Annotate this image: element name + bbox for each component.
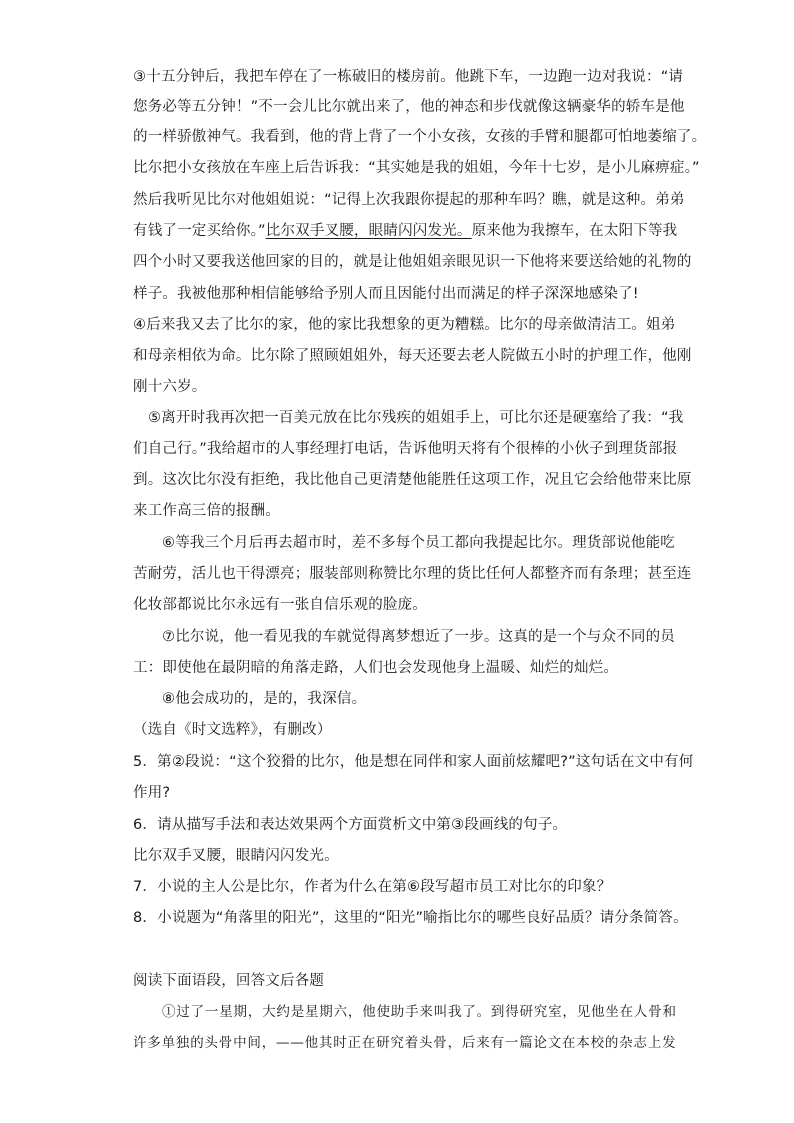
paragraph-3-line-6	[133, 221, 677, 241]
paragraph-3-line-8: 样子。我被他那种相信能够给予别人而且因能付出而满足的样子深深地感染了!	[133, 286, 639, 302]
paragraph-5-line-4: 来工作高三倍的报酬。	[133, 503, 280, 519]
paragraph-7-line-2: 工：即使他在最阴暗的角落走路，人们也会发现他身上温暖、灿烂的灿烂。	[133, 660, 619, 676]
paragraph-4-line-2: 和母亲相依为命。比尔除了照顾姐姐外，每天还要去老人院做五小时的护理工作，他刚	[133, 348, 692, 364]
paragraph-5-line-2: 们自己行。”我给超市的人事经理打电话，告诉他明天将有个很棒的小伙子到理货部报	[133, 441, 678, 457]
next-passage-line-2: 许多单独的头骨中间，——他其时正在研究着头骨，后来有一篇论文在本校的杂志上发	[133, 1035, 677, 1051]
next-passage-line-1: ①过了一星期，大约是星期六，他使助手来叫我了。到得研究室，见他坐在人骨和	[162, 1004, 677, 1020]
paragraph-3-line-3: 的一样骄傲神气。我看到，他的背上背了一个小女孩，女孩的手臂和腿都可怕地萎缩了。	[133, 129, 707, 145]
paragraph-6-line-3: 化妆部都说比尔永远有一张自信乐观的脸庞。	[133, 597, 427, 613]
paragraph-3-line-5: 然后我听见比尔对他姐姐说：“记得上次我跟你提起的那种车吗？瞧，就是这种。弟弟	[133, 192, 685, 208]
paragraph-3-line-2: 您务必等五分钟！”不一会儿比尔就出来了，他的神态和步伐就像这辆豪华的轿车是他	[133, 99, 685, 115]
source-note: （选自《时文选粹》，有删改）	[133, 722, 332, 738]
paragraph-3-line-7: 四个小时又要我送他回家的目的，就是让他姐姐亲眼见识一下他将来要送给她的礼物的	[133, 254, 692, 270]
section-heading: 阅读下面语段，回答文后各题	[133, 973, 325, 989]
line-6-text-before: 有钱了一定买给你。”	[133, 223, 266, 239]
question-6: 6．请从描写手法和表达效果两个方面赏析文中第③段画线的句子。	[133, 817, 568, 833]
paragraph-5-line-1: ⑤离开时我再次把一百美元放在比尔残疾的姐姐手上，可比尔还是硬塞给了我：“我	[148, 410, 684, 426]
paragraph-4-line-1: ④后来我又去了比尔的家，他的家比我想象的更为糟糕。比尔的母亲做清洁工。姐弟	[133, 317, 676, 333]
question-6-quote: 比尔双手叉腰，眼睛闪闪发光。	[133, 848, 339, 864]
paragraph-7-line-1: ⑦比尔说，他一看见我的车就觉得离梦想近了一步。这真的是一个与众不同的员	[162, 629, 675, 645]
paragraph-4-line-3: 刚十六岁。	[133, 379, 207, 395]
paragraph-5-line-3: 到。这次比尔没有拒绝，我比他自己更清楚他能胜任这项工作，况且它会给他带来比原	[133, 472, 692, 488]
paragraph-6-line-1: ⑥等我三个月后再去超市时，差不多每个员工都向我提起比尔。理货部说他能吃	[162, 535, 675, 551]
paragraph-3-line-4: 比尔把小女孩放在车座上后告诉我：“其实她是我的姐姐，今年十七岁，是小儿麻痹症。”	[133, 160, 700, 176]
paragraph-6-line-2: 苦耐劳，活儿也干得漂亮；服装部则称赞比尔理的货比任何人都整齐而有条理；甚至连	[133, 566, 692, 582]
line-6-text-after: 原来他为我擦车，在太阳下等我	[471, 223, 678, 239]
question-8: 8．小说题为“角落里的阳光”，这里的“阳光”喻指比尔的哪些良好品质？请分条简答。	[133, 910, 688, 926]
question-5-line-2: 作用?	[133, 785, 171, 801]
paragraph-3-line-1: ③十五分钟后，我把车停在了一栋破旧的楼房前。他跳下车，一边跑一边对我说：“请	[133, 69, 684, 85]
paragraph-8: ⑧他会成功的，是的，我深信。	[162, 691, 367, 707]
underlined-sentence: 比尔双手叉腰，眼睛闪闪发光。	[265, 223, 472, 239]
question-7: 7．小说的主人公是比尔，作者为什么在第⑥段写超市员工对比尔的印象？	[133, 879, 612, 895]
question-5-line-1: 5．第②段说：“这个狡猾的比尔，他是想在同伴和家人面前炫耀吧?”这句话在文中有何	[133, 754, 694, 770]
